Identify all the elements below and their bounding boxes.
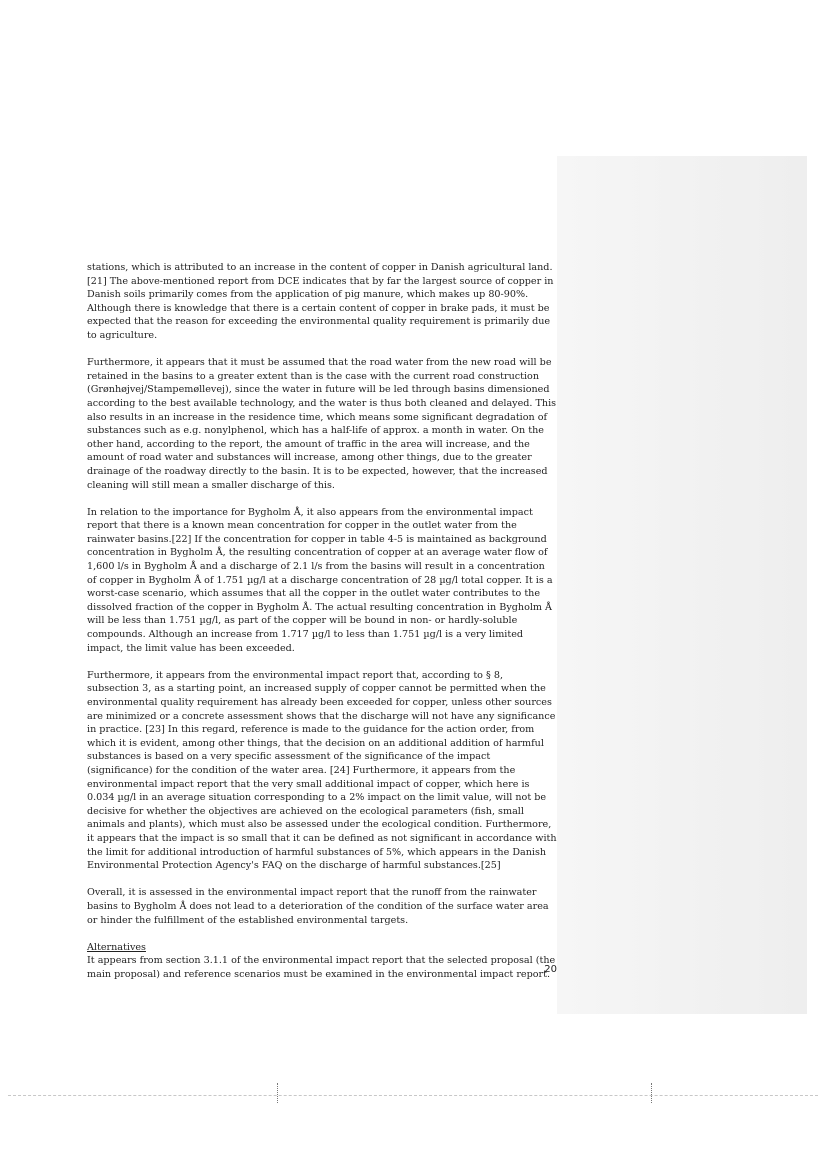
scan-fold-line (8, 1095, 818, 1097)
scan-mark-right (651, 1083, 658, 1103)
scan-mark-left (277, 1083, 284, 1103)
paragraph-copper-sources: stations, which is attributed to an increase in the content of copper in Danish agricultural land.[21] The above-mentioned report from DCE indicates that by far the largest source of copper in Danish soils primarily comes from the application of pig manure, which makes up 80-90%. Although there is knowledge that there is a certain content of copper in brake pads, it must be expected that the reason for exceeding the environmental quality requirement is primarily due to agriculture. (87, 262, 554, 341)
document-body (87, 261, 557, 981)
paragraph-bygholm-concentration: In relation to the importance for Bygholm Å, it also appears from the environmental impact report that there is a known mean concentration for copper in the outlet water from the rainwater basins.[22] If the concentration for copper in table 4-5 is maintained as background concentration in Bygholm Å, the resulting concentration of copper at an average water flow of 1,600 l/s in Bygholm Å and a discharge of 2.1 l/s from the basins will result in a concentration of copper in Bygholm Å of 1.751 µg/l at a discharge concentration of 28 µg/l total copper. It is a worst-case scenario, which assumes that all the copper in the outlet water contributes to the dissolved fraction of the copper in Bygholm Å. The actual resulting concentration in Bygholm Å will be less than 1.751 µg/l, as part of the copper will be bound in non- or hardly-soluble compounds. Although an increase from 1.717 µg/l to less than 1.751 µg/l is a very limited impact, the limit value has been exceeded. (87, 506, 553, 654)
paragraph-environmental-quality: Furthermore, it appears from the environmental impact report that, according to § 8, subsection 3, as a starting point, an increased supply of copper cannot be permitted when the environmental quality requirement has already been exceeded for copper, unless other sources are minimized or a concrete assessment shows that the discharge will not have any significance in practice. [23] In this regard, reference is made to the guidance for the action order, from which it is evident, among other things, that the decision on an additional addition of harmful substances is based on a very specific assessment of the significance of the impact (significance) for the condition of the water area. [24] Furthermore, it appears from the environmental impact report that the very small additional impact of copper, which here is 0.034 µg/l in an average situation corresponding to a 2% impact on the limit value, will not be decisive for whether the objectives are achieved on the ecological parameters (fish, small animals and plants), which must also be assessed under the ecological condition. Furthermore, it appears that the impact is so small that it can be defined as not significant in accordance with the limit for additional introduction of harmful substances of 5%, which appears in the Danish Environmental Protection Agency's FAQ on the discharge of harmful substances.[25] (87, 669, 557, 872)
section-heading-alternatives: Alternatives (87, 941, 146, 953)
paragraph-overall-assessment: Overall, it is assessed in the environmental impact report that the runoff from the rainwater basins to Bygholm Å does not lead to a deterioration of the condition of the surface water area or hinder the fulfillment of the established environmental targets. (87, 887, 549, 926)
paragraph-alternatives: It appears from section 3.1.1 of the environmental impact report that the selected proposal (the main proposal) and reference scenarios must be examined in the environmental impact report. (87, 955, 556, 980)
scan-shadow (557, 156, 807, 1014)
page-number: 20 (544, 964, 557, 975)
paragraph-road-water-retention: Furthermore, it appears that it must be assumed that the road water from the new road will be retained in the basins to a greater extent than is the case with the current road construction (Grønhøjvej/Stampemøllevej), since the water in future will be led through basins dimensioned according to the best available technology, and the water is thus both cleaned and delayed. This also results in an increase in the residence time, which means some significant degradation of substances such as e.g. nonylphenol, which has a half-life of approx. a month in water. On the other hand, according to the report, the amount of traffic in the area will increase, and the amount of road water and substances will increase, among other things, due to the greater drainage of the roadway directly to the basin. It is to be expected, however, that the increased cleaning will still mean a smaller discharge of this. (87, 357, 557, 491)
